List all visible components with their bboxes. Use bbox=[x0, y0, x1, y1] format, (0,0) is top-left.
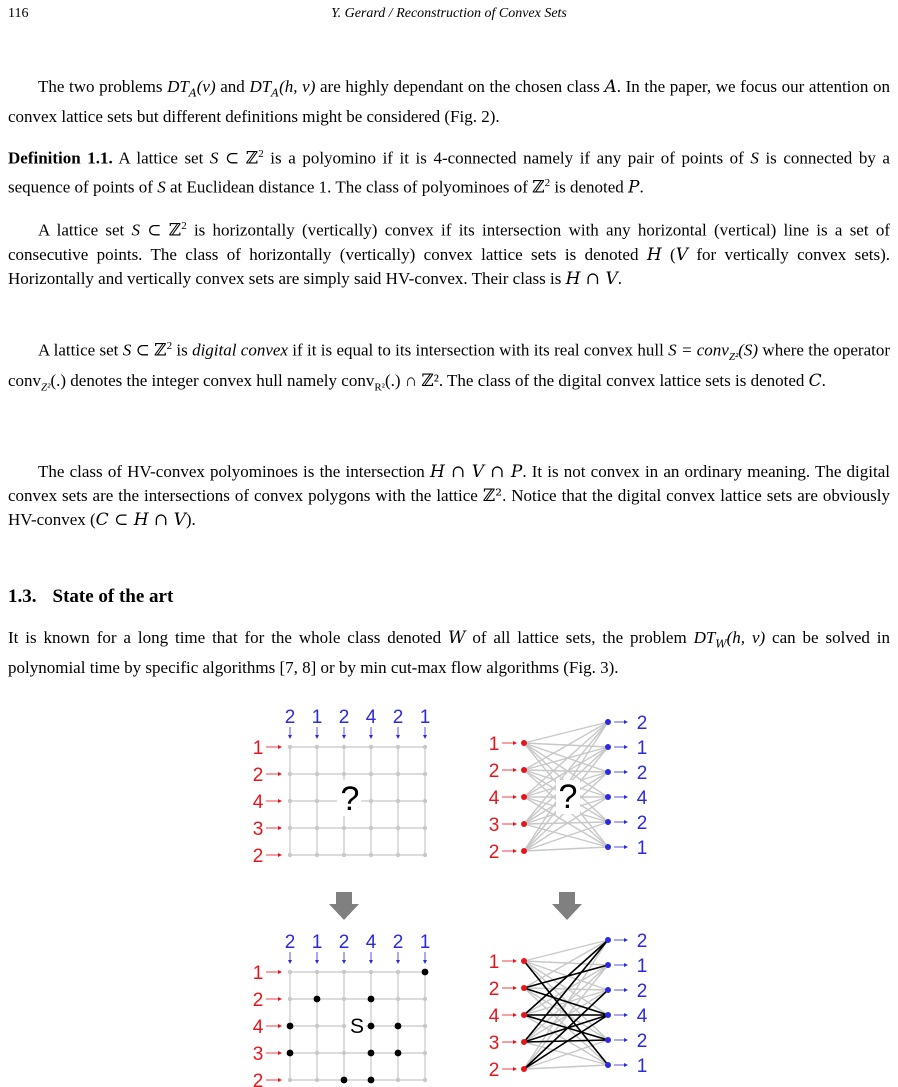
bipartite-bottom-left-arrow-head bbox=[513, 1040, 517, 1044]
grid-top-column-sum-label: 2 bbox=[284, 707, 296, 728]
paragraph-state-of-art: It is known for a long time that for the whole class denoted W of all lattice sets, the problem $DT_W(h$, v) can be solved in polynomial time by specific algorithms [7, 8] or by min cut-max flow algorithms (Fig. 3). bbox=[8, 628, 890, 678]
grid-top-lattice-point bbox=[396, 799, 400, 803]
grid-bottom-column-arrow-head bbox=[369, 960, 373, 964]
down-arrow-right bbox=[552, 892, 582, 920]
bipartite-bottom-right-node bbox=[605, 1037, 611, 1043]
grid-bottom-row-arrow-head bbox=[278, 970, 282, 974]
paragraph-intro: The two problems $DT_A(v)$ and $DT_A(h$, v) are highly dependant on the chosen class A. In the paper, we focus our attention on convex lattice sets but different definitions might be considered (Fig. 2). bbox=[8, 77, 891, 127]
grid-top-lattice-point bbox=[369, 799, 373, 803]
grid-top-row-sum-label: 1 bbox=[252, 738, 264, 759]
grid-top-lattice-point bbox=[396, 853, 400, 857]
unknown-mark-right: ? bbox=[558, 778, 578, 816]
bipartite-bottom-right-node bbox=[605, 1012, 611, 1018]
grid-top-lattice-point bbox=[315, 799, 319, 803]
bipartite-bottom-left-node bbox=[521, 1066, 527, 1072]
bipartite-bottom-right-label: 2 bbox=[636, 981, 648, 1002]
bipartite-bottom-left-arrow-head bbox=[513, 986, 517, 990]
grid-bottom-lattice-point bbox=[288, 997, 292, 1001]
bipartite-bottom-left-label: 2 bbox=[488, 1060, 500, 1081]
bipartite-bottom-right-node bbox=[605, 987, 611, 993]
grid-bottom-lattice-point bbox=[342, 997, 346, 1001]
grid-bottom-lattice-point bbox=[315, 1078, 319, 1082]
grid-bottom-column-arrow-head bbox=[288, 960, 292, 964]
bipartite-bottom-right-arrow-head bbox=[624, 1013, 628, 1017]
grid-bottom-row-arrow-head bbox=[278, 1024, 282, 1028]
bipartite-top-right-arrow-head bbox=[624, 820, 628, 824]
grid-bottom-set-point bbox=[368, 1023, 375, 1030]
set-label: S bbox=[349, 1015, 365, 1038]
bipartite-bottom-right-label: 2 bbox=[636, 1031, 648, 1052]
page-number: 116 bbox=[8, 6, 29, 21]
bipartite-bottom-left-label: 3 bbox=[488, 1033, 500, 1054]
bipartite-top-left-node bbox=[521, 740, 527, 746]
grid-top-lattice-point bbox=[342, 826, 346, 830]
grid-bottom-row-arrow-head bbox=[278, 1078, 282, 1082]
bipartite-top-left-label: 2 bbox=[488, 842, 500, 863]
bipartite-top-right-node bbox=[605, 794, 611, 800]
grid-top-lattice-point bbox=[288, 826, 292, 830]
bipartite-top-right-arrow-head bbox=[624, 770, 628, 774]
paragraph-digital-convex: A lattice set S ⊂ ℤ$^2$ is digital convex if it is equal to its intersection with its real convex hull S = conv$_{Z^2}$(S) where the operator conv$_{Z^2}$(.) denotes the integer convex hull namely conv$_{R^2}$(.) ∩ ℤ². The class of the digital convex lattice sets is denoted C. bbox=[8, 340, 891, 394]
bipartite-top-right-node bbox=[605, 844, 611, 850]
grid-top-lattice-point bbox=[369, 772, 373, 776]
grid-bottom-lattice-point bbox=[315, 1024, 319, 1028]
grid-top-lattice-point bbox=[315, 853, 319, 857]
bipartite-top-left-arrow-head bbox=[513, 849, 517, 853]
grid-top-lattice-point bbox=[342, 745, 346, 749]
grid-top-lattice-point bbox=[342, 853, 346, 857]
bipartite-top-right-label: 2 bbox=[636, 813, 648, 834]
bipartite-bottom-right-node bbox=[605, 1062, 611, 1068]
grid-top-column-sum-label: 2 bbox=[392, 707, 404, 728]
grid-top-column-arrow-head bbox=[423, 735, 427, 739]
grid-top-column-sum-label: 2 bbox=[338, 707, 350, 728]
bipartite-bottom-left-arrow-head bbox=[513, 1013, 517, 1017]
bipartite-bottom-left-label: 1 bbox=[488, 952, 500, 973]
bipartite-bottom-right-node bbox=[605, 962, 611, 968]
bipartite-top-right-arrow-head bbox=[624, 745, 628, 749]
grid-top-lattice-point bbox=[369, 826, 373, 830]
grid-top-lattice-point bbox=[396, 772, 400, 776]
bipartite-bottom-right-arrow-head bbox=[624, 1063, 628, 1067]
bipartite-top-left-node bbox=[521, 821, 527, 827]
grid-bottom-lattice-point bbox=[342, 1024, 346, 1028]
bipartite-bottom-left-node bbox=[521, 1012, 527, 1018]
bipartite-top-left-label: 1 bbox=[488, 734, 500, 755]
grid-bottom-row-sum-label: 4 bbox=[252, 1017, 264, 1038]
grid-bottom-lattice-point bbox=[423, 1051, 427, 1055]
bipartite-bottom-right-label: 1 bbox=[636, 1056, 648, 1077]
bipartite-bottom-right-arrow-head bbox=[624, 963, 628, 967]
grid-bottom-column-arrow-head bbox=[315, 960, 319, 964]
grid-bottom-lattice-point bbox=[288, 970, 292, 974]
grid-top-lattice-point bbox=[369, 853, 373, 857]
grid-top-lattice-point bbox=[315, 772, 319, 776]
grid-bottom-set-point bbox=[422, 969, 429, 976]
grid-bottom-set-point bbox=[368, 996, 375, 1003]
bipartite-top-edge bbox=[524, 847, 608, 851]
grid-top-column-arrow-head bbox=[369, 735, 373, 739]
grid-top-row-arrow-head bbox=[278, 799, 282, 803]
grid-top-lattice-point bbox=[288, 853, 292, 857]
grid-top-row-arrow-head bbox=[278, 853, 282, 857]
bipartite-bottom-left-label: 4 bbox=[488, 1006, 500, 1027]
bipartite-top-right-label: 4 bbox=[636, 788, 648, 809]
bipartite-bottom-right-node bbox=[605, 937, 611, 943]
grid-top-lattice-point bbox=[315, 826, 319, 830]
down-arrow-left bbox=[329, 892, 359, 920]
bipartite-top-left-label: 4 bbox=[488, 788, 500, 809]
grid-top-lattice-point bbox=[369, 745, 373, 749]
grid-top-lattice-point bbox=[315, 745, 319, 749]
bipartite-top-right-node bbox=[605, 719, 611, 725]
bipartite-bottom-right-arrow-head bbox=[624, 988, 628, 992]
grid-bottom-row-sum-label: 2 bbox=[252, 1071, 264, 1087]
grid-top-column-sum-label: 1 bbox=[311, 707, 323, 728]
grid-bottom-lattice-point bbox=[396, 997, 400, 1001]
grid-bottom-column-sum-label: 1 bbox=[419, 932, 431, 953]
unknown-mark-left: ? bbox=[340, 780, 360, 818]
grid-bottom-row-sum-label: 3 bbox=[252, 1044, 264, 1065]
grid-top-column-arrow-head bbox=[396, 735, 400, 739]
grid-top-lattice-point bbox=[423, 799, 427, 803]
grid-bottom-column-sum-label: 2 bbox=[284, 932, 296, 953]
bipartite-top-right-label: 2 bbox=[636, 713, 648, 734]
bipartite-top-left-label: 3 bbox=[488, 815, 500, 836]
grid-bottom-set-point bbox=[368, 1077, 375, 1084]
grid-bottom-set-point bbox=[395, 1050, 402, 1057]
grid-top-lattice-point bbox=[423, 772, 427, 776]
grid-bottom-set-point bbox=[287, 1050, 294, 1057]
bipartite-top-left-arrow-head bbox=[513, 741, 517, 745]
bipartite-top-right-label: 2 bbox=[636, 763, 648, 784]
bipartite-bottom-edge bbox=[524, 1065, 608, 1069]
grid-top-lattice-point bbox=[423, 745, 427, 749]
bipartite-top-left-arrow-head bbox=[513, 822, 517, 826]
grid-bottom-lattice-point bbox=[342, 1051, 346, 1055]
grid-bottom-set-point bbox=[368, 1050, 375, 1057]
bipartite-top-right-node bbox=[605, 819, 611, 825]
bipartite-top-left-node bbox=[521, 848, 527, 854]
grid-bottom-set-point bbox=[341, 1077, 348, 1084]
grid-bottom-row-sum-label: 1 bbox=[252, 963, 264, 984]
grid-bottom-lattice-point bbox=[369, 970, 373, 974]
bipartite-top-right-arrow-head bbox=[624, 720, 628, 724]
grid-bottom-column-sum-label: 2 bbox=[338, 932, 350, 953]
bipartite-top-left-arrow-head bbox=[513, 795, 517, 799]
grid-top-row-arrow-head bbox=[278, 745, 282, 749]
grid-top-lattice-point bbox=[342, 772, 346, 776]
bipartite-bottom-left-label: 2 bbox=[488, 979, 500, 1000]
grid-bottom-set-point bbox=[287, 1023, 294, 1030]
bipartite-bottom-left-arrow-head bbox=[513, 959, 517, 963]
bipartite-top-left-node bbox=[521, 794, 527, 800]
bipartite-top-left-arrow-head bbox=[513, 768, 517, 772]
grid-top-column-arrow-head bbox=[288, 735, 292, 739]
grid-bottom-row-arrow-head bbox=[278, 1051, 282, 1055]
bipartite-bottom-left-node bbox=[521, 985, 527, 991]
bipartite-bottom-right-label: 4 bbox=[636, 1006, 648, 1027]
grid-bottom-lattice-point bbox=[423, 1024, 427, 1028]
running-title: Y. Gerard / Reconstruction of Convex Sets bbox=[331, 6, 567, 21]
bipartite-bottom-left-node bbox=[521, 1039, 527, 1045]
bipartite-bottom-right-label: 1 bbox=[636, 956, 648, 977]
section-heading: 1.3. State of the art bbox=[8, 586, 174, 607]
definition-1-1: Definition 1.1. A lattice set S ⊂ ℤ$^2$ is a polyomino if it is 4-connected namely if any pair of points of S is connected by a sequence of points of S at Euclidean distance 1. The class of polyominoes of ℤ$^2$ is denoted P. bbox=[8, 148, 890, 198]
paragraph-hv-polyominoes: The class of HV-convex polyominoes is the intersection H ∩ V ∩ P. It is not convex in an ordinary meaning. The digital convex sets are the intersections of convex polygons with the lattice ℤ². Notice that the digital convex lattice sets are obviously HV-convex (C ⊂ H ∩ V). bbox=[8, 462, 890, 530]
bipartite-top-right-node bbox=[605, 769, 611, 775]
grid-bottom-lattice-point bbox=[288, 1078, 292, 1082]
bipartite-top-right-label: 1 bbox=[636, 838, 648, 859]
grid-top-lattice-point bbox=[288, 799, 292, 803]
grid-top-row-sum-label: 2 bbox=[252, 765, 264, 786]
grid-top-lattice-point bbox=[288, 745, 292, 749]
grid-bottom-column-arrow-head bbox=[342, 960, 346, 964]
grid-bottom-lattice-point bbox=[423, 1078, 427, 1082]
grid-bottom-lattice-point bbox=[423, 997, 427, 1001]
bipartite-top-right-arrow-head bbox=[624, 845, 628, 849]
grid-top-row-arrow-head bbox=[278, 772, 282, 776]
grid-top-lattice-point bbox=[288, 772, 292, 776]
grid-bottom-lattice-point bbox=[396, 970, 400, 974]
bipartite-bottom-right-arrow-head bbox=[624, 938, 628, 942]
grid-top-column-arrow-head bbox=[342, 735, 346, 739]
grid-bottom-lattice-point bbox=[396, 1078, 400, 1082]
bipartite-bottom-left-arrow-head bbox=[513, 1067, 517, 1071]
grid-top-lattice-point bbox=[396, 745, 400, 749]
bipartite-top-right-label: 1 bbox=[636, 738, 648, 759]
grid-top-lattice-point bbox=[396, 826, 400, 830]
grid-top-lattice-point bbox=[423, 853, 427, 857]
grid-top-row-arrow-head bbox=[278, 826, 282, 830]
grid-bottom-row-sum-label: 2 bbox=[252, 990, 264, 1011]
grid-bottom-set-point bbox=[314, 996, 321, 1003]
grid-bottom-column-sum-label: 4 bbox=[365, 932, 377, 953]
grid-bottom-column-arrow-head bbox=[396, 960, 400, 964]
grid-top-row-sum-label: 4 bbox=[252, 792, 264, 813]
bipartite-top-right-node bbox=[605, 744, 611, 750]
bipartite-bottom-right-label: 2 bbox=[636, 931, 648, 952]
grid-top-column-sum-label: 1 bbox=[419, 707, 431, 728]
grid-top-row-sum-label: 3 bbox=[252, 819, 264, 840]
bipartite-top-right-arrow-head bbox=[624, 795, 628, 799]
bipartite-bottom-right-arrow-head bbox=[624, 1038, 628, 1042]
grid-bottom-column-sum-label: 2 bbox=[392, 932, 404, 953]
grid-bottom-column-arrow-head bbox=[423, 960, 427, 964]
grid-bottom-set-point bbox=[395, 1023, 402, 1030]
bipartite-top-left-node bbox=[521, 767, 527, 773]
grid-top-lattice-point bbox=[423, 826, 427, 830]
grid-top-row-sum-label: 2 bbox=[252, 846, 264, 867]
grid-bottom-lattice-point bbox=[315, 1051, 319, 1055]
grid-bottom-lattice-point bbox=[342, 970, 346, 974]
grid-top-column-arrow-head bbox=[315, 735, 319, 739]
paragraph-hv-convex: A lattice set S ⊂ ℤ$^2$ is horizontally (vertically) convex if its intersection with any horizontal (vertical) line is a set of consecutive points. The class of horizontally (vertically) convex lattice sets is denoted H (V for vertically convex sets). Horizontally and vertically convex sets are simply said HV-convex. Their class is H ∩ V. bbox=[8, 220, 890, 289]
grid-bottom-lattice-point bbox=[315, 970, 319, 974]
grid-top-column-sum-label: 4 bbox=[365, 707, 377, 728]
grid-bottom-row-arrow-head bbox=[278, 997, 282, 1001]
grid-bottom-column-sum-label: 1 bbox=[311, 932, 323, 953]
bipartite-top-left-label: 2 bbox=[488, 761, 500, 782]
bipartite-bottom-left-node bbox=[521, 958, 527, 964]
